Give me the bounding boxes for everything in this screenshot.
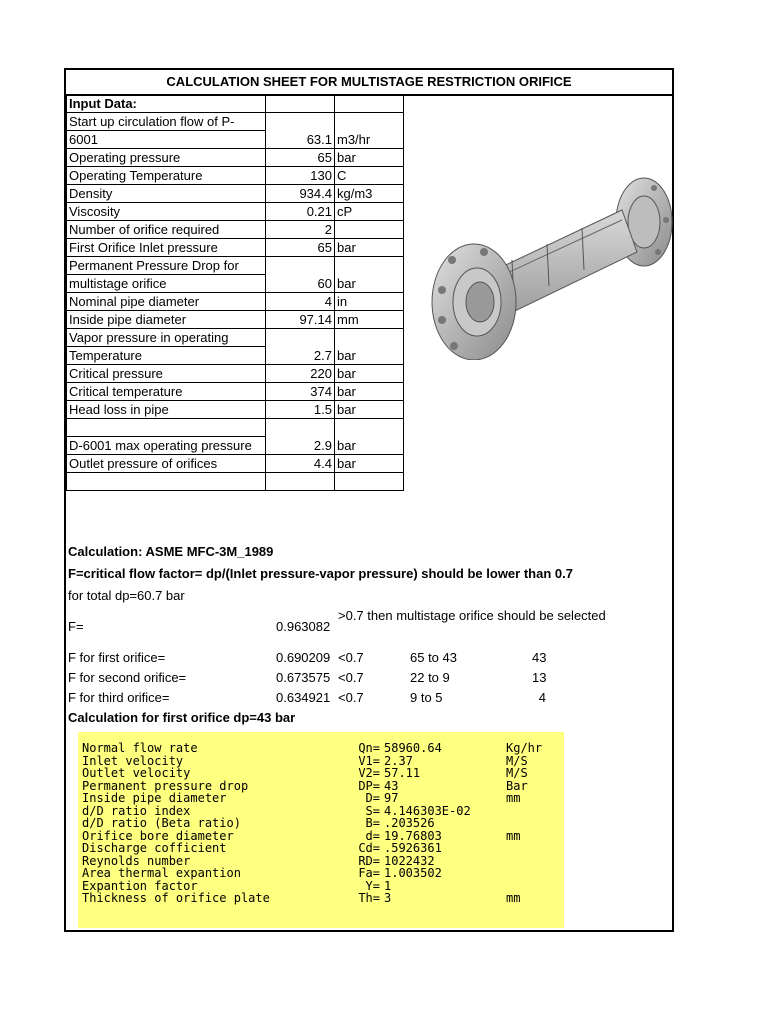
result-symbol: S=	[365, 803, 380, 818]
result-unit: mm	[506, 891, 521, 905]
input-row	[67, 455, 404, 473]
input-row	[67, 329, 404, 347]
result-value: 19.76803	[384, 828, 442, 843]
result-name: Reynolds number	[82, 853, 191, 868]
f-row-label: F for second orifice=	[68, 670, 187, 685]
result-name: Outlet velocity	[82, 766, 191, 780]
input-row	[67, 293, 404, 311]
input-empty-row	[67, 473, 404, 491]
input-label: Density	[67, 185, 266, 203]
result-name: Area thermal expantion	[82, 866, 241, 880]
result-symbol: RD=	[358, 853, 380, 868]
result-unit: Bar	[506, 778, 528, 793]
input-label: Temperature	[67, 347, 266, 365]
input-row	[67, 167, 404, 185]
input-label: Inside pipe diameter	[67, 311, 266, 329]
input-row	[67, 383, 404, 401]
calc-heading: Calculation: ASME MFC-3M_1989	[68, 544, 274, 559]
input-value: 65	[266, 149, 335, 167]
input-row	[67, 203, 404, 221]
input-label: Operating pressure	[67, 149, 266, 167]
input-value: 220	[266, 365, 335, 383]
input-label: Number of orifice required	[67, 221, 266, 239]
input-value: 2	[266, 221, 335, 239]
input-value: 97.14	[266, 311, 335, 329]
result-value: 57.11	[384, 766, 421, 780]
input-unit: bar	[335, 401, 404, 419]
input-label: First Orifice Inlet pressure	[67, 239, 266, 257]
input-header-row	[67, 95, 404, 113]
input-row	[67, 257, 404, 275]
input-value: 2.7	[266, 329, 335, 365]
input-value: 63.1	[266, 113, 335, 149]
result-symbol: V1=	[358, 753, 380, 768]
input-data-table	[66, 94, 404, 491]
input-value: 2.9	[266, 419, 335, 455]
input-value: 65	[266, 239, 335, 257]
input-label: 6001	[67, 131, 266, 149]
result-value: .203526	[384, 816, 435, 830]
input-header: Input Data:	[67, 95, 266, 113]
input-value: 4.4	[266, 455, 335, 473]
sheet-title: CALCULATION SHEET FOR MULTISTAGE RESTRICTION ORIFICE	[66, 70, 672, 96]
total-dp-note: for total dp=60.7 bar	[68, 588, 185, 603]
first-orifice-heading: Calculation for first orifice dp=43 bar	[68, 710, 296, 725]
input-value: 374	[266, 383, 335, 401]
critical-factor-definition: F=critical flow factor= dp/(Inlet pressure-vapor pressure) should be lower than 0.7	[68, 566, 573, 581]
input-label: Operating Temperature	[67, 167, 266, 185]
input-row	[67, 419, 404, 437]
result-symbol: Qn=	[358, 741, 380, 755]
input-label: multistage orifice	[67, 275, 266, 293]
input-row	[67, 365, 404, 383]
result-name: Inlet velocity	[82, 753, 184, 768]
f-row-dp: 13	[532, 670, 547, 685]
result-value: 4.146303E-02	[384, 803, 471, 818]
result-symbol: Cd=	[358, 841, 380, 855]
result-name: Discharge cofficient	[82, 841, 227, 855]
input-unit: bar	[335, 383, 404, 401]
input-unit: C	[335, 167, 404, 185]
f-note: >0.7 then multistage orifice should be selected	[338, 608, 606, 623]
input-value: 934.4	[266, 185, 335, 203]
input-label: Vapor pressure in operating	[67, 329, 266, 347]
result-name: Thickness of orifice plate	[82, 891, 270, 905]
input-unit: m3/hr	[335, 113, 404, 149]
result-name: d/D ratio index	[82, 803, 191, 818]
result-name: Expantion factor	[82, 878, 198, 893]
input-label: Outlet pressure of orifices	[67, 455, 266, 473]
result-unit: M/S	[506, 766, 528, 780]
result-value: 43	[384, 778, 399, 793]
input-row	[67, 221, 404, 239]
input-row	[67, 185, 404, 203]
f-row-range: 22 to 9	[410, 670, 450, 685]
result-value: 2.37	[384, 753, 413, 768]
input-label: Head loss in pipe	[67, 401, 266, 419]
result-name: Normal flow rate	[82, 741, 198, 755]
input-row	[67, 401, 404, 419]
results-panel	[78, 732, 564, 928]
input-value: 4	[266, 293, 335, 311]
input-row	[67, 113, 404, 131]
result-unit: Kg/hr	[506, 741, 543, 755]
f-row-value: 0.673575	[276, 670, 331, 685]
result-symbol: V2=	[358, 766, 380, 780]
input-label: Start up circulation flow of P-	[67, 113, 266, 131]
restriction-orifice-drawing	[422, 160, 682, 360]
calculation-sheet	[64, 68, 674, 932]
result-value: 1022432	[384, 853, 435, 868]
input-label: D-6001 max operating pressure	[67, 437, 266, 455]
input-unit: bar	[335, 239, 404, 257]
input-label: Critical temperature	[67, 383, 266, 401]
result-value: .5926361	[384, 841, 442, 855]
input-value: 1.5	[266, 401, 335, 419]
f-row-value: 0.634921	[276, 690, 331, 705]
f-row-label: F for third orifice=	[68, 690, 170, 705]
result-unit: mm	[506, 791, 521, 805]
result-value: 1.003502	[384, 866, 442, 880]
input-unit: bar	[335, 329, 404, 365]
result-symbol: Y=	[365, 878, 380, 893]
result-name: Orifice bore diameter	[82, 828, 234, 843]
input-unit: bar	[335, 257, 404, 293]
result-value: 58960.64	[384, 741, 442, 755]
input-label: Critical pressure	[67, 365, 266, 383]
input-label: Viscosity	[67, 203, 266, 221]
result-unit: mm	[506, 828, 521, 843]
result-unit: M/S	[506, 753, 528, 768]
result-name: Permanent pressure drop	[82, 778, 249, 793]
f-row-compare: <0.7	[338, 670, 364, 685]
f-row-range: 65 to 43	[410, 650, 457, 665]
input-row	[67, 149, 404, 167]
result-symbol: D=	[365, 791, 380, 805]
result-value: 1	[384, 878, 392, 893]
f-row-range: 9 to 5	[410, 690, 443, 705]
result-symbol: Th=	[358, 891, 380, 905]
input-unit: bar	[335, 419, 404, 455]
input-unit: kg/m3	[335, 185, 404, 203]
input-label: Permanent Pressure Drop for	[67, 257, 266, 275]
input-unit: bar	[335, 455, 404, 473]
f-row-dp: 43	[532, 650, 547, 665]
f-row-label: F for first orifice=	[68, 650, 166, 665]
result-symbol: d=	[365, 828, 380, 843]
input-unit: in	[335, 293, 404, 311]
input-label: Nominal pipe diameter	[67, 293, 266, 311]
input-value: 130	[266, 167, 335, 185]
input-value: 60	[266, 257, 335, 293]
result-value: 3	[384, 891, 392, 905]
input-row	[67, 311, 404, 329]
result-symbol: B=	[365, 816, 380, 830]
result-name: d/D ratio (Beta ratio)	[82, 816, 241, 830]
input-unit	[335, 221, 404, 239]
input-label	[67, 419, 266, 437]
result-symbol: DP=	[358, 778, 380, 793]
f-row-compare: <0.7	[338, 650, 364, 665]
f-label: F=	[68, 619, 84, 634]
input-unit: bar	[335, 365, 404, 383]
f-row-compare: <0.7	[338, 690, 364, 705]
input-value: 0.21	[266, 203, 335, 221]
input-unit: bar	[335, 149, 404, 167]
f-value: 0.963082	[276, 619, 331, 634]
result-name: Inside pipe diameter	[82, 791, 227, 805]
result-symbol: Fa=	[358, 866, 380, 880]
input-row	[67, 239, 404, 257]
f-row-dp: 4	[538, 690, 546, 705]
input-unit: cP	[335, 203, 404, 221]
result-value: 97	[384, 791, 399, 805]
input-unit: mm	[335, 311, 404, 329]
f-row-value: 0.690209	[276, 650, 331, 665]
